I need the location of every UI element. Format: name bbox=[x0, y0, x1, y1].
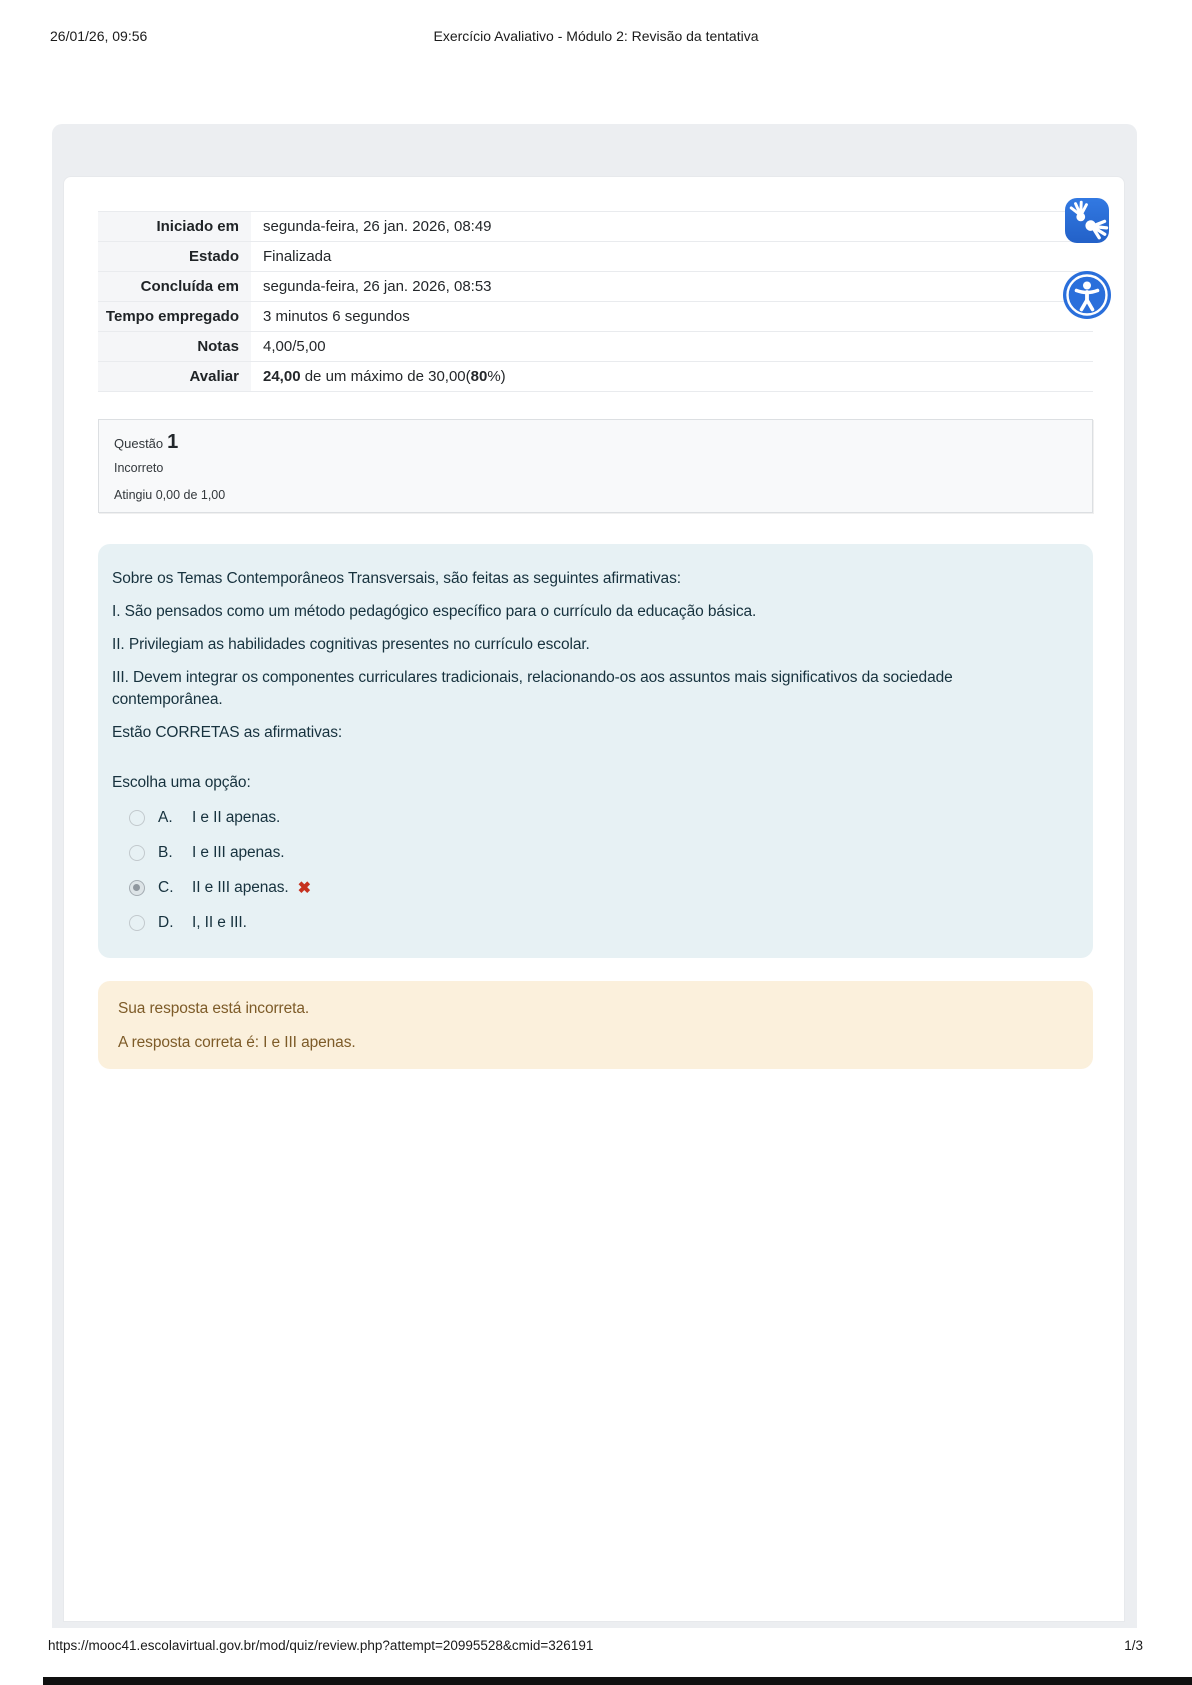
content-card bbox=[63, 176, 1125, 1622]
card-inner bbox=[98, 177, 1093, 1621]
answer-option-d[interactable] bbox=[129, 910, 1023, 936]
row-label: Concluída em bbox=[98, 272, 251, 301]
radio-button-icon[interactable] bbox=[129, 915, 145, 931]
option-text: I e III apenas. bbox=[192, 844, 285, 861]
question-info-box bbox=[98, 419, 1093, 513]
attempt-summary-table bbox=[98, 211, 1093, 392]
option-text: I, II e III. bbox=[192, 914, 247, 931]
table-row bbox=[98, 212, 1093, 242]
print-footer-url: https://mooc41.escolavirtual.gov.br/mod/quiz/review.php?attempt=20995528&cmid=326191 bbox=[48, 1638, 594, 1653]
answer-option-c[interactable] bbox=[129, 875, 1023, 901]
radio-button-checked-icon[interactable] bbox=[129, 880, 145, 896]
question-number-line bbox=[114, 431, 1077, 454]
accessibility-button[interactable] bbox=[1063, 271, 1111, 319]
answer-options bbox=[112, 805, 1023, 936]
grade-end-text: %) bbox=[487, 368, 506, 385]
question-prompt: Estão CORRETAS as afirmativas: bbox=[112, 724, 343, 741]
option-letter: A. bbox=[158, 809, 173, 826]
radio-button-icon[interactable] bbox=[129, 810, 145, 826]
question-statement-2: II. Privilegiam as habilidades cognitivas presentes no currículo escolar. bbox=[112, 636, 590, 653]
row-value: segunda-feira, 26 jan. 2026, 08:49 bbox=[263, 218, 492, 235]
row-label: Notas bbox=[98, 332, 251, 361]
feedback-incorrect-line: Sua resposta está incorreta. bbox=[118, 1000, 310, 1017]
option-letter: D. bbox=[158, 914, 174, 931]
table-row bbox=[98, 332, 1093, 362]
grade-mid-text: de um máximo de 30,00( bbox=[300, 368, 471, 385]
row-label: Tempo empregado bbox=[98, 302, 251, 331]
row-label: Avaliar bbox=[98, 362, 251, 391]
answer-option-b[interactable] bbox=[129, 840, 1023, 866]
grade-value: 24,00 bbox=[263, 368, 301, 385]
question-number: 1 bbox=[167, 431, 179, 453]
question-statement-1: I. São pensados como um método pedagógico específico para o currículo da educação básica. bbox=[112, 603, 757, 620]
table-row bbox=[98, 272, 1093, 302]
row-label: Iniciado em bbox=[98, 212, 251, 241]
question-intro: Sobre os Temas Contemporâneos Transversais, são feitas as seguintes afirmativas: bbox=[112, 570, 681, 587]
page-break-bar bbox=[43, 1677, 1192, 1685]
choose-option-label: Escolha uma opção: bbox=[112, 774, 251, 791]
feedback-box bbox=[98, 981, 1093, 1069]
question-state: Incorreto bbox=[114, 461, 164, 475]
question-grade: Atingiu 0,00 de 1,00 bbox=[114, 488, 226, 502]
table-row bbox=[98, 242, 1093, 272]
option-text: II e III apenas. bbox=[192, 879, 289, 896]
incorrect-cross-icon: ✖ bbox=[297, 880, 312, 897]
grade-percent: 80 bbox=[470, 368, 488, 385]
row-value: 4,00/5,00 bbox=[263, 338, 326, 355]
page-wrapper bbox=[52, 124, 1137, 1628]
row-label: Estado bbox=[98, 242, 251, 271]
vlibras-button[interactable] bbox=[1065, 198, 1109, 243]
option-letter: B. bbox=[158, 844, 173, 861]
sign-language-hands-icon bbox=[1065, 198, 1109, 243]
answer-option-a[interactable] bbox=[129, 805, 1023, 831]
table-row-avaliar bbox=[98, 362, 1093, 392]
option-letter: C. bbox=[158, 879, 174, 896]
question-statement-3: III. Devem integrar os componentes curriculares tradicionais, relacionando-os aos assuntos mais significativos da sociedade contemporânea. bbox=[112, 669, 953, 708]
row-value: Finalizada bbox=[263, 248, 332, 265]
feedback-correct-answer-line: A resposta correta é: I e III apenas. bbox=[118, 1034, 356, 1051]
table-row bbox=[98, 302, 1093, 332]
question-content-box bbox=[98, 544, 1093, 958]
print-page-number: 1/3 bbox=[1124, 1638, 1143, 1653]
row-value: 3 minutos 6 segundos bbox=[263, 308, 410, 325]
print-title: Exercício Avaliativo - Módulo 2: Revisão da tentativa bbox=[433, 28, 759, 44]
radio-button-icon[interactable] bbox=[129, 845, 145, 861]
row-value bbox=[251, 362, 1093, 391]
row-value: segunda-feira, 26 jan. 2026, 08:53 bbox=[263, 278, 492, 295]
option-text: I e II apenas. bbox=[192, 809, 281, 826]
accessibility-person-icon bbox=[1063, 271, 1111, 319]
print-datetime: 26/01/26, 09:56 bbox=[50, 28, 148, 44]
question-label: Questão bbox=[114, 436, 164, 451]
